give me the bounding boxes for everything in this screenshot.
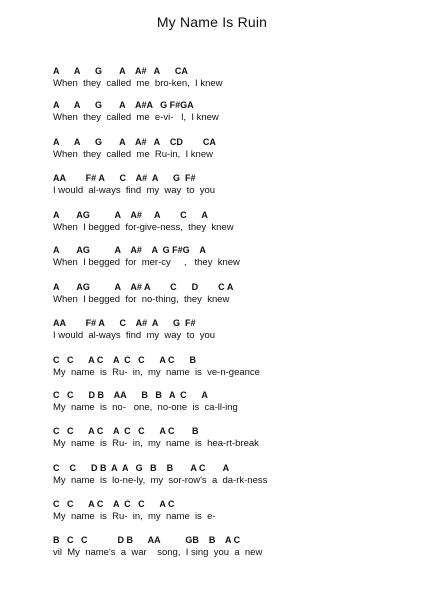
chord-line: A AG A A# A C A bbox=[53, 210, 208, 220]
chord-line: A A G A A#A G F#GA bbox=[53, 100, 194, 110]
lyric-line: I would al-ways find my way to you bbox=[53, 330, 216, 341]
lyric-line: When I begged for-give-ness, they knew bbox=[53, 222, 234, 233]
chord-line: AA F# A C A# A G F# bbox=[53, 173, 196, 183]
stanza-9 bbox=[53, 355, 413, 379]
chord-line: C C D B A A G B B A C A bbox=[53, 463, 230, 473]
lyric-line: When I begged for mer-cy , they knew bbox=[53, 257, 240, 268]
chord-line: C C A C A C C A C bbox=[53, 499, 175, 509]
lyric-line: My name is Ru- in, my name is e- bbox=[53, 511, 216, 522]
chord-line: B C C D B AA GB B A C bbox=[53, 535, 241, 545]
chord-line: C C D B AA B B A C A bbox=[53, 390, 208, 400]
stanza-8 bbox=[53, 318, 413, 342]
chord-line: AA F# A C A# A G F# bbox=[53, 318, 196, 328]
lyric-line: vil My name's a war song, I sing you a new bbox=[53, 547, 263, 558]
lyric-line: I would al-ways find my way to you bbox=[53, 185, 216, 196]
chord-line: A AG A A# A G F#G A bbox=[53, 245, 206, 255]
chord-line: A A G A A# A CA bbox=[53, 66, 188, 76]
chord-line: A AG A A# A C D C A bbox=[53, 282, 234, 292]
lyric-line: When they called me bro-ken, I knew bbox=[53, 78, 223, 89]
stanza-12 bbox=[53, 463, 413, 487]
stanza-6 bbox=[53, 245, 413, 269]
stanza-10 bbox=[53, 390, 413, 414]
stanza-14 bbox=[53, 535, 413, 559]
lyric-line: My name is no- one, no-one is ca-ll-ing bbox=[53, 402, 238, 413]
lyric-line: When they called me e-vi- l, I knew bbox=[53, 112, 219, 123]
stanza-4 bbox=[53, 173, 413, 197]
lyric-line: My name is Ru- in, my name is hea-rt-break bbox=[53, 438, 259, 449]
lyric-line: When they called me Ru-in, I knew bbox=[53, 149, 213, 160]
stanza-5 bbox=[53, 210, 413, 234]
lyric-line: When I begged for no-thing, they knew bbox=[53, 294, 230, 305]
lyric-line: My name is Ru- in, my name is ve-n-geance bbox=[53, 367, 260, 378]
stanza-3 bbox=[53, 137, 413, 161]
lyric-line: My name is lo-ne-ly, my sor-row's a da-rk-ness bbox=[53, 475, 268, 486]
chord-line: C C A C A C C A C B bbox=[53, 355, 197, 365]
stanza-13 bbox=[53, 499, 413, 523]
stanza-7 bbox=[53, 282, 413, 306]
chord-line: C C A C A C C A C B bbox=[53, 426, 199, 436]
chord-line: A A G A A# A CD CA bbox=[53, 137, 216, 147]
stanza-1 bbox=[53, 66, 413, 90]
stanza-2 bbox=[53, 100, 413, 124]
stanza-11 bbox=[53, 426, 413, 450]
song-title: My Name Is Ruin bbox=[156, 14, 268, 30]
